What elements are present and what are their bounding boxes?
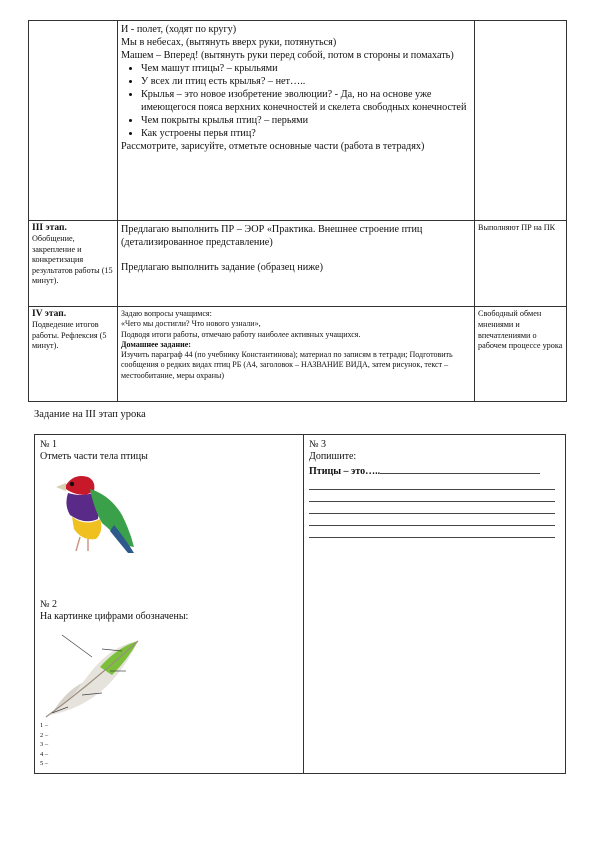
section-title: Задание на III этап урока [34, 409, 146, 420]
student-activity-cell-empty [475, 21, 567, 221]
teacher-activity-cell [118, 21, 475, 221]
task-1-text: Отметь части тела птицы [40, 451, 148, 462]
stage-title: III этап. [32, 223, 67, 233]
text-line: «Чего мы достигли? Что нового узнали», [121, 319, 261, 329]
task-left-cell [35, 435, 304, 774]
prompt-text: Птицы – это….. [309, 466, 381, 477]
feather-part-label: 2 – [40, 731, 49, 739]
task-3-number: № 3 [309, 439, 327, 450]
student-activity-cell [475, 221, 567, 307]
task-3-text: Допишите: [309, 451, 357, 462]
stage-cell-empty [29, 21, 118, 221]
feather-part-label: 5 – [40, 760, 49, 767]
answer-line[interactable] [309, 514, 555, 526]
table-row [29, 21, 567, 221]
stage-title: IV этап. [32, 309, 67, 319]
list-item: • Крылья – это новое изобретение эволюции? - Да, но на основе уже имеющегося пояса верхних конечностей и скелета свободных конечностей [141, 88, 471, 114]
text-line: Рассмотрите, зарисуйте, отметьте основные части (работа в тетрадях) [121, 141, 425, 152]
answer-line[interactable] [309, 502, 555, 514]
student-activity: Выполняют ПР на ПК [478, 223, 556, 232]
list-item: • Чем машут птицы? – крыльями [141, 62, 471, 75]
stage-cell [29, 307, 118, 402]
question-list [121, 62, 471, 140]
student-activity: Свободный обмен мнениями и впечатлениями о рабочем процессе урока [478, 309, 563, 351]
text-line: Мы в небесах, (вытянуть вверх руки, потянуться) [121, 37, 337, 48]
homework-text: Изучить параграф 44 (по учебнику Константинова); материал по записям в тетради; Подготовить сообщения о редких видах птиц РБ (А4, заголовок – НАЗВАНИЕ ВИДА, затем рисунок, текст – местообитание, меры охраны) [121, 350, 453, 380]
stage-description: Подведение итогов работы. Рефлексия (5 минут). [32, 320, 107, 350]
answer-line[interactable] [309, 526, 555, 538]
task-2-number: № 2 [40, 599, 58, 610]
text-line: Предлагаю выполнить задание (образец ниже) [121, 262, 323, 273]
text-line: Задаю вопросы учащимся: [121, 309, 212, 318]
text-line: Машем – Вперед! (вытянуть руки перед собой, потом в стороны и помахать) [121, 50, 454, 61]
student-activity-cell [475, 307, 567, 402]
table-row [29, 221, 567, 307]
text-line: Предлагаю выполнить ПР – ЭОР «Практика. Внешнее строение птиц (детализированное представление) [121, 224, 423, 248]
homework-label: Домашнее задание: [121, 339, 191, 349]
answer-line[interactable] [309, 478, 555, 490]
feather-part-label: 3 – [40, 741, 49, 748]
task-table [34, 434, 566, 774]
feather-image [42, 627, 142, 719]
list-item: • Как устроены перья птиц? [141, 127, 471, 140]
bird-image [44, 465, 136, 557]
text-line: Подводя итоги работы, отмечаю работу наиболее активных учащихся. [121, 329, 361, 339]
teacher-activity-cell [118, 307, 475, 402]
feather-part-label: 1 – [40, 722, 49, 729]
answer-line[interactable] [309, 490, 555, 502]
task-2-text: На картинке цифрами обозначены: [40, 611, 189, 622]
stage-description: Обобщение, закрепление и конкретизация результатов работы (15 минут). [32, 234, 113, 285]
task-right-cell [304, 435, 566, 774]
feather-part-label: 4 – [40, 750, 49, 758]
lesson-plan-table [28, 20, 567, 402]
list-item: • У всех ли птиц есть крылья? – нет….. [141, 75, 471, 88]
task-3-prompt [309, 463, 560, 478]
stage-cell [29, 221, 118, 307]
list-item: • Чем покрыты крылья птиц? – перьями [141, 114, 471, 127]
table-row [29, 307, 567, 402]
text-line: И - полет, (ходят по кругу) [121, 24, 237, 35]
teacher-activity-cell [118, 221, 475, 307]
answer-line[interactable] [380, 463, 540, 474]
task-1-number: № 1 [40, 439, 58, 450]
